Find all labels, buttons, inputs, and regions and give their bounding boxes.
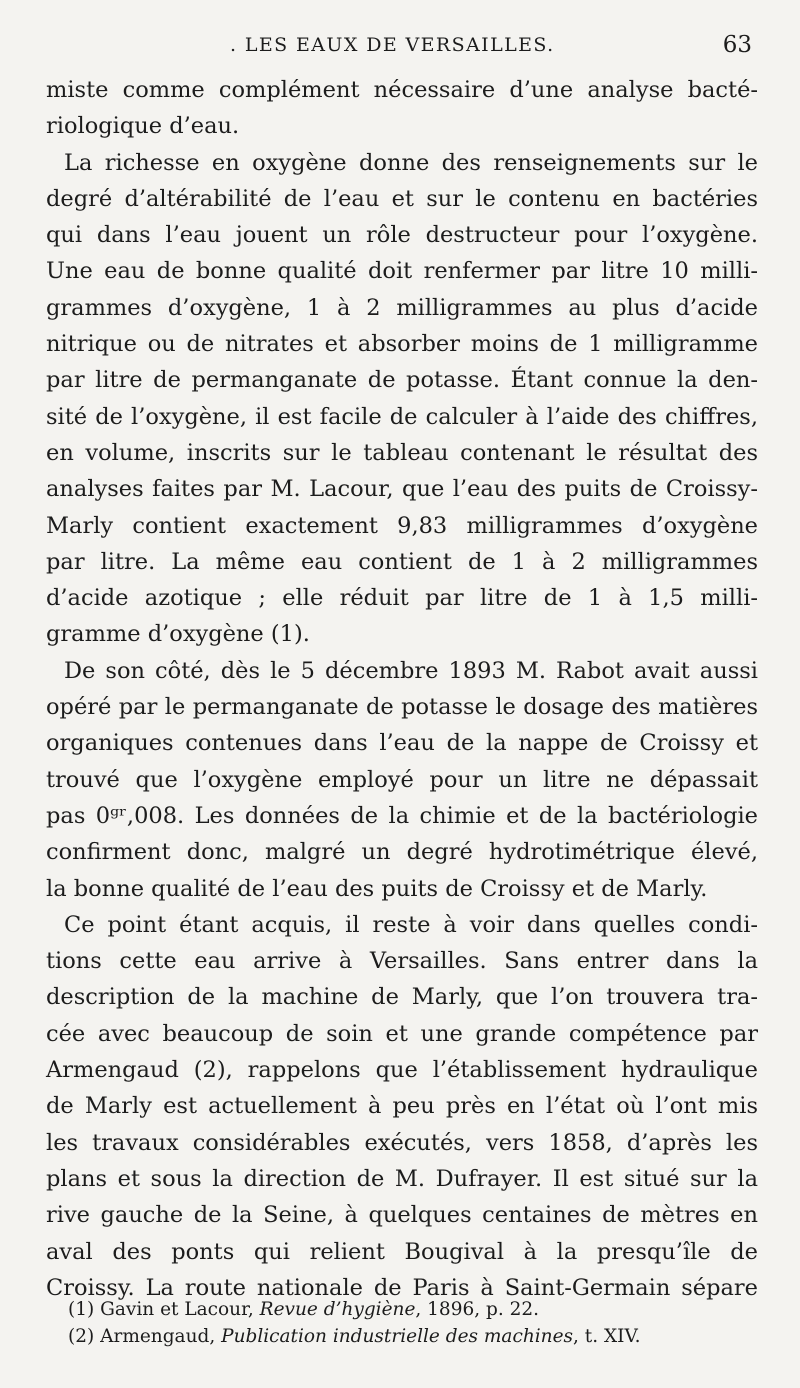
footnote <box>52 1296 752 1323</box>
running-head <box>0 30 800 66</box>
text-line: Une eau de bonne qualité doit renfermer par litre 10 milli- <box>46 258 758 285</box>
text-line: tions cette eau arrive à Versailles. Sans entrer dans la <box>46 948 758 975</box>
text-line: plans et sous la direction de M. Dufrayer. Il est situé sur la <box>46 1165 758 1192</box>
text-line: grammes d’oxygène, 1 à 2 milligrammes au plus d’acide <box>46 294 758 321</box>
body-text <box>46 72 758 1306</box>
text-line: organiques contenues dans l’eau de la nappe de Croissy et <box>46 730 758 757</box>
text-line: De son côté, dès le 5 décembre 1893 M. Rabot avait aussi <box>64 657 758 684</box>
text-line: confirment donc, malgré un degré hydrotimétrique élevé, <box>46 839 758 866</box>
text-line: Ce point étant acquis, il reste à voir dans quelles condi- <box>64 911 758 938</box>
text-line: d’acide azotique ; elle réduit par litre de 1 à 1,5 milli- <box>46 585 758 612</box>
text-line: par litre. La même eau contient de 1 à 2 milligrammes <box>46 548 758 575</box>
text-line: sité de l’oxygène, il est facile de calculer à l’aide des chiffres, <box>46 403 758 430</box>
text-line: aval des ponts qui relient Bougival à la presqu’île de <box>46 1238 758 1265</box>
footnote-title: Publication industrielle des machines <box>221 1326 574 1347</box>
text-line: pas 0ᵍʳ,008. Les données de la chimie et de la bactériologie <box>46 802 758 829</box>
text-line: description de la machine de Marly, que l’on trouvera tra- <box>46 984 758 1011</box>
text-line: les travaux considérables exécutés, vers 1858, d’après les <box>46 1129 758 1156</box>
text-line: de Marly est actuellement à peu près en l’état où l’ont mis <box>46 1093 758 1120</box>
footnote-marker: (2) <box>68 1326 95 1347</box>
text-line: degré d’altérabilité de l’eau et sur le contenu en bactéries <box>46 185 758 212</box>
text-line: trouvé que l’oxygène employé pour un litre ne dépassait <box>46 766 758 793</box>
footnote-details: , 1896, p. 22. <box>415 1299 540 1320</box>
text-line: Armengaud (2), rappelons que l’établissement hydraulique <box>46 1057 758 1084</box>
footnote-marker: (1) <box>68 1299 95 1320</box>
text-line: la bonne qualité de l’eau des puits de Croissy et de Marly. <box>46 875 708 902</box>
footnote <box>52 1323 752 1350</box>
footnotes <box>52 1296 752 1350</box>
text-line: Croissy. La route nationale de Paris à Saint-Germain sépare <box>46 1274 758 1301</box>
text-line: riologique d’eau. <box>46 113 240 140</box>
footnote-details: , t. XIV. <box>573 1326 641 1347</box>
text-line: en volume, inscrits sur le tableau contenant le résultat des <box>46 439 758 466</box>
footnote-title: Revue d’hygiène <box>259 1299 416 1320</box>
text-line: gramme d’oxygène (1). <box>46 621 310 648</box>
text-line: rive gauche de la Seine, à quelques centaines de mètres en <box>46 1202 758 1229</box>
text-line: La richesse en oxygène donne des renseignements sur le <box>64 149 758 176</box>
footnote-authors: Gavin et Lacour, <box>100 1299 254 1320</box>
text-line: par litre de permanganate de potasse. Étant connue la den- <box>46 367 758 394</box>
text-line: analyses faites par M. Lacour, que l’eau des puits de Croissy- <box>46 476 758 503</box>
text-line: miste comme complément nécessaire d’une analyse bacté- <box>46 77 758 103</box>
text-line: opéré par le permanganate de potasse le dosage des matières <box>46 694 758 721</box>
running-title: . LES EAUX DE VERSAILLES. <box>230 34 555 56</box>
text-line: cée avec beaucoup de soin et une grande compétence par <box>46 1020 758 1047</box>
text-line: nitrique ou de nitrates et absorber moins de 1 milligramme <box>46 331 758 358</box>
footnote-authors: Armengaud, <box>100 1326 216 1347</box>
text-line: Marly contient exactement 9,83 milligrammes d’oxygène <box>46 512 758 539</box>
page-number: 63 <box>722 32 752 58</box>
text-line: qui dans l’eau jouent un rôle destructeur pour l’oxygène. <box>46 222 758 249</box>
